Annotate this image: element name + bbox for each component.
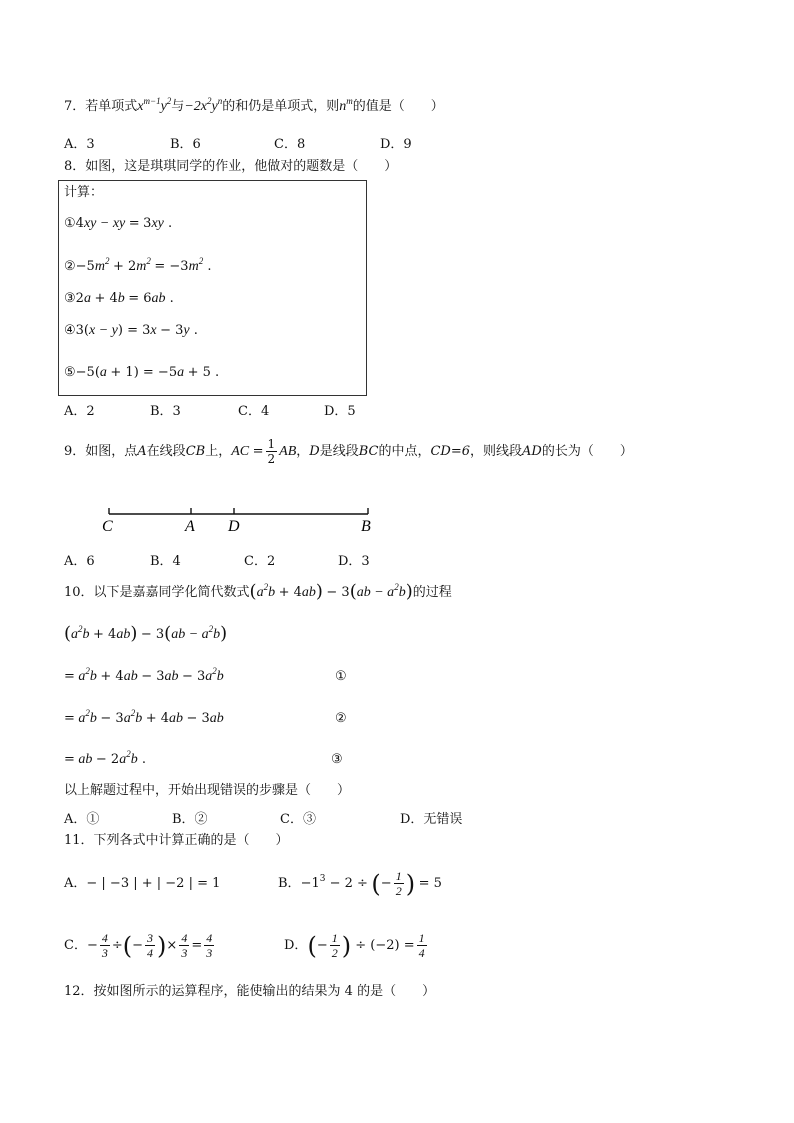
q10-step-1-mark: ① — [335, 669, 347, 684]
q8-item-1: ①4xy − xy = 3xy . — [64, 216, 173, 231]
q7-option-d[interactable]: D．9 — [380, 137, 412, 152]
q9-stem: 9．如图，点A在线段CB上，AC = $\frac{1}{2}$ AB，D是线段BC的中点，CD=6，则线段AD的长为（ ） — [64, 437, 633, 466]
q10-option-d[interactable]: D．无错误 — [400, 812, 463, 827]
q7-option-a[interactable]: A．3 — [64, 137, 95, 152]
q10-step-3: = ab − $2a^2b$ . — [64, 749, 146, 767]
point-a-label: A — [185, 518, 195, 535]
q12-stem: 12．按如图所示的运算程序，能使输出的结果为 4 的是（ ） — [64, 984, 436, 999]
q8-option-b[interactable]: B．3 — [150, 404, 181, 419]
q7-stem: 7．若单项式$x^{m-1}y^2$与$-2x^2y^n$的和仍是单项式，则$n^m$的值是（ ） — [64, 96, 444, 114]
q9-segment-figure — [95, 500, 385, 536]
q8-item-2: $②-5m^2 + 2m^2 = -3m^2$ . — [64, 256, 212, 274]
q7-option-b[interactable]: B．6 — [170, 137, 201, 152]
q10-step-3-mark: ③ — [331, 752, 343, 767]
q10-option-b[interactable]: B．② — [172, 812, 208, 827]
q10-option-a[interactable]: A．① — [64, 812, 100, 827]
q11-option-d[interactable]: D．(− $\frac{1}{2}$ ) ÷ (−2) = $\frac{1}{4}$ — [284, 931, 425, 961]
q8-option-d[interactable]: D．5 — [324, 404, 356, 419]
q10-step-2: = $a^2b - 3a^2b + 4ab - 3ab$ — [64, 708, 224, 726]
q10-expression: $(a^2b + 4ab) - 3(ab - a^2b)$ — [64, 623, 228, 644]
q8-option-c[interactable]: C．4 — [238, 404, 270, 419]
q9-option-a[interactable]: A．6 — [64, 554, 95, 569]
q11-stem: 11．下列各式中计算正确的是（ ） — [64, 833, 289, 848]
q8-box-title: 计算： — [64, 185, 104, 200]
q10-step-2-mark: ② — [335, 711, 347, 726]
q7-option-c[interactable]: C．8 — [274, 137, 306, 152]
q9-option-c[interactable]: C．2 — [244, 554, 276, 569]
q10-step-1: = $a^2b + 4ab - 3ab - 3a^2b$ — [64, 666, 224, 684]
q10-option-c[interactable]: C．③ — [280, 812, 316, 827]
q10-question: 以上解题过程中，开始出现错误的步骤是（ ） — [64, 783, 351, 798]
q11-option-b[interactable]: B．$-1^3 - 2$ ÷ (− $\frac{1}{2}$ ) = 5 — [278, 869, 442, 899]
q9-option-d[interactable]: D．3 — [338, 554, 370, 569]
point-b-label: B — [361, 518, 371, 535]
q11-option-a[interactable]: A．− | −3 | + | −2 | = 1 — [64, 876, 221, 891]
q11-option-c[interactable]: C．− $\frac{4}{3}$ ÷(− $\frac{3}{4}$ )× $\frac{4}{3}$ = $\frac{4}{3}$ — [64, 931, 213, 961]
q10-stem: 10．以下是嘉嘉同学化简代数式$(a^2b + 4ab) - 3(ab - a^2b)$的过程 — [64, 581, 452, 602]
q8-item-4: ④3(x − y) = 3x − 3y . — [64, 323, 198, 338]
q8-item-5: ⑤−5(a + 1) = −5a + 5 . — [64, 365, 220, 380]
point-d-label: D — [228, 518, 240, 535]
q9-option-b[interactable]: B．4 — [150, 554, 181, 569]
q9-fraction-half: $\frac{1}{2}$ — [267, 437, 276, 466]
point-c-label: C — [102, 518, 113, 535]
q8-stem: 8．如图，这是琪琪同学的作业，他做对的题数是（ ） — [64, 159, 398, 174]
q8-item-3: ③2a + 4b = 6ab . — [64, 291, 174, 306]
q8-option-a[interactable]: A．2 — [64, 404, 95, 419]
